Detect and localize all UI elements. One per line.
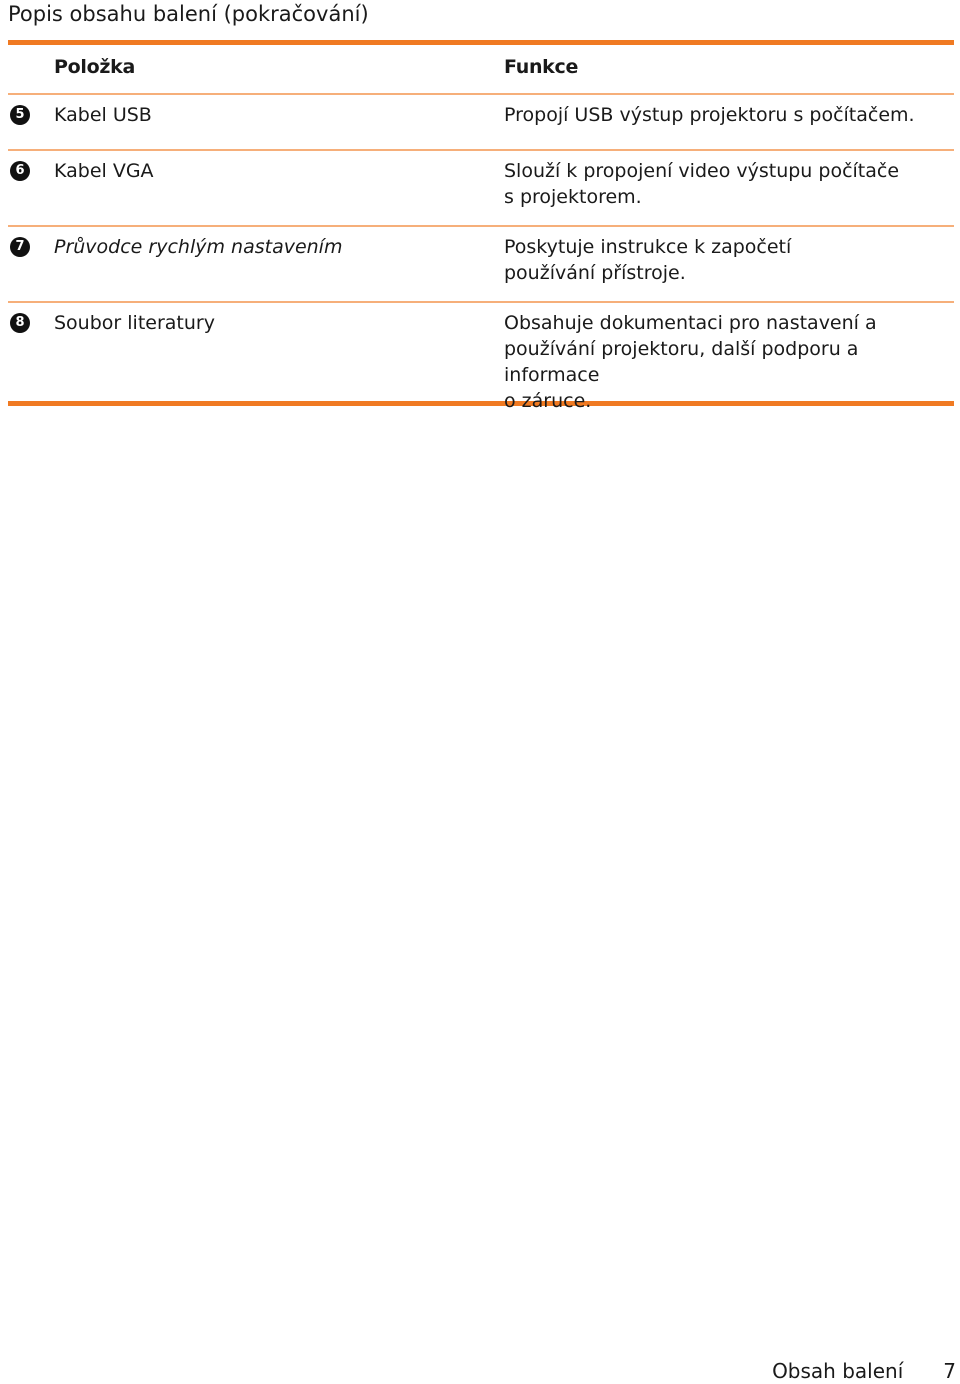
table-header-row — [8, 45, 954, 93]
table-row — [8, 303, 954, 412]
function-line: o záruce. — [504, 390, 592, 412]
item-cell: Průvodce rychlým nastavením — [54, 236, 343, 258]
function-line: Obsahuje dokumentaci pro nastavení a — [504, 312, 877, 334]
function-cell — [504, 303, 954, 412]
function-line: s projektorem. — [504, 186, 642, 208]
function-cell — [504, 151, 954, 225]
table-row — [8, 95, 954, 149]
function-cell — [504, 227, 954, 301]
number-badge: 6 — [10, 161, 30, 181]
table-row — [8, 227, 954, 301]
table-row — [8, 151, 954, 225]
number-badge: 5 — [10, 105, 30, 125]
item-cell: Soubor literatury — [54, 312, 215, 334]
function-line: Propojí USB výstup projektoru s počítačem. — [504, 104, 915, 126]
footer-section-title: Obsah balení — [772, 1359, 904, 1383]
number-badge: 8 — [10, 313, 30, 333]
row-number-cell — [8, 303, 54, 401]
item-cell: Kabel USB — [54, 104, 152, 126]
header-number-cell — [8, 45, 54, 93]
row-number-cell — [8, 227, 54, 301]
function-line: Poskytuje instrukce k započetí — [504, 236, 792, 258]
contents-table — [8, 40, 954, 412]
page-title: Popis obsahu balení (pokračování) — [8, 2, 369, 26]
function-line: používání projektoru, další podporu a informace — [504, 338, 859, 386]
function-cell — [504, 95, 954, 149]
function-line: používání přístroje. — [504, 262, 686, 284]
number-badge: 7 — [10, 237, 30, 257]
page-footer — [772, 1358, 956, 1384]
item-cell: Kabel VGA — [54, 160, 154, 182]
function-line: Slouží k propojení video výstupu počítače — [504, 160, 900, 182]
header-item: Položka — [54, 56, 135, 78]
header-function: Funkce — [504, 56, 579, 78]
footer-page-number: 7 — [943, 1359, 956, 1383]
row-number-cell — [8, 151, 54, 225]
row-number-cell — [8, 95, 54, 149]
